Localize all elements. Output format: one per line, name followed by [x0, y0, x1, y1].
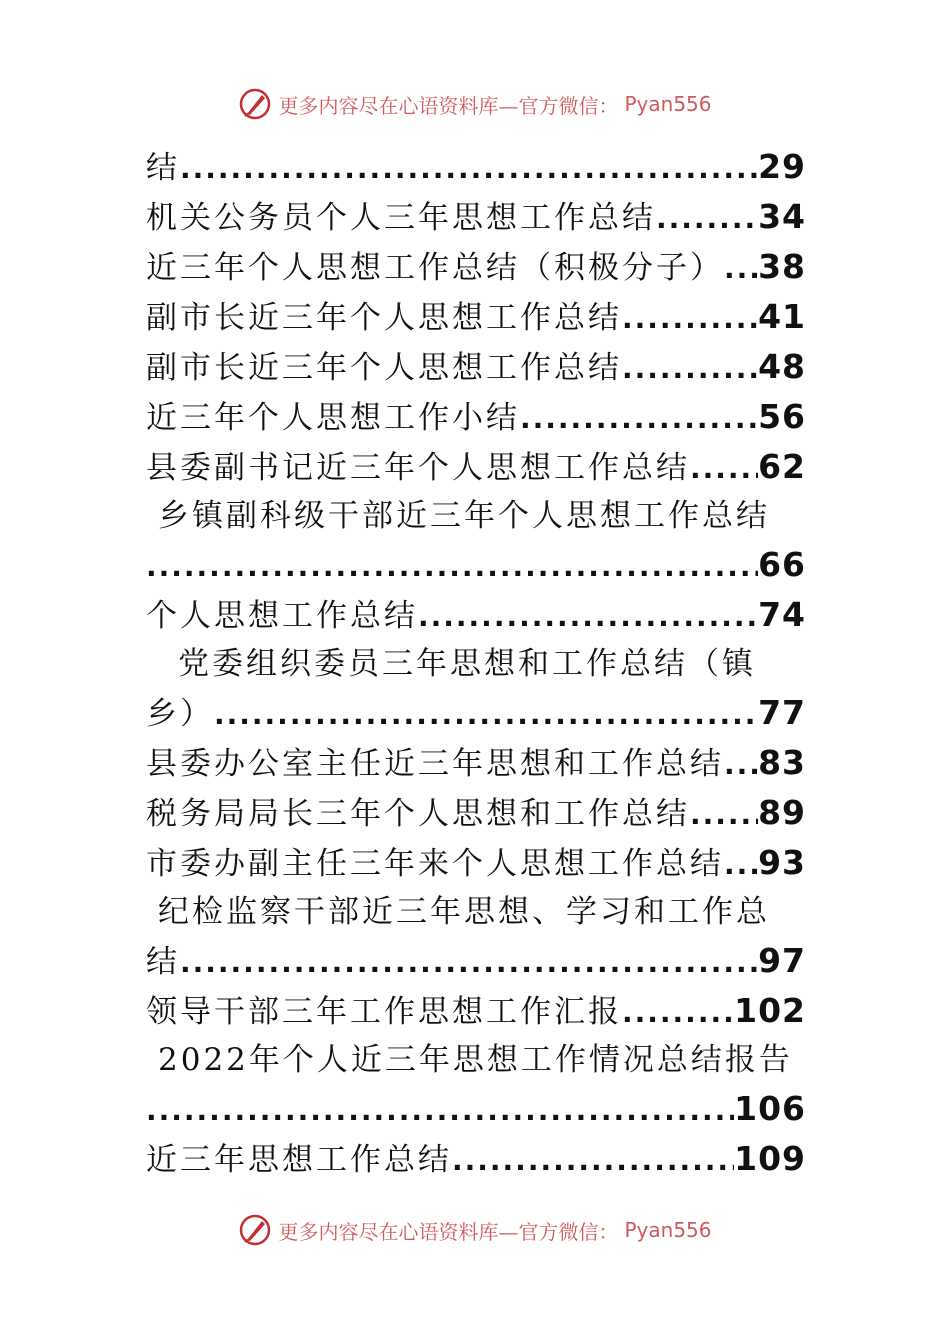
toc-page-number: 83 — [758, 743, 806, 782]
toc-entry[interactable] — [146, 192, 806, 242]
toc-page-number: 93 — [758, 843, 806, 882]
toc-entry[interactable] — [146, 838, 806, 888]
watermark-text: 更多内容尽在心语资料库—官方微信： — [278, 1219, 619, 1244]
toc-entry-title: 乡镇副科级干部近三年个人思想工作总结 — [158, 498, 770, 534]
toc-entry[interactable] — [146, 986, 806, 1036]
dot-leader — [724, 244, 758, 292]
watermark-wechat-id: Pyan556 — [624, 92, 712, 116]
dot-leader — [146, 542, 758, 590]
toc-entry-title: 副市长近三年个人思想工作总结 — [146, 350, 622, 386]
watermark-text: 更多内容尽在心语资料库—官方微信： — [278, 93, 619, 118]
toc-page-number: 109 — [734, 1139, 806, 1178]
dot-leader — [418, 592, 758, 640]
toc-page-number: 38 — [758, 247, 806, 286]
toc-entry-title: 机关公务员个人三年思想工作总结 — [146, 200, 656, 236]
dot-leader — [180, 144, 758, 192]
dot-leader — [622, 294, 758, 342]
toc-entry[interactable] — [146, 640, 806, 738]
toc-page-number: 74 — [758, 595, 806, 634]
toc-entry[interactable] — [146, 1134, 806, 1184]
toc-entry-title: 县委副书记近三年个人思想工作总结 — [146, 450, 690, 486]
toc-page-number: 89 — [758, 793, 806, 832]
toc-entry[interactable] — [146, 590, 806, 640]
toc-entry[interactable] — [146, 492, 806, 590]
toc-page-number: 62 — [758, 447, 806, 486]
toc-page-number: 66 — [758, 545, 806, 584]
toc-page-number: 97 — [758, 941, 806, 980]
toc-entry[interactable] — [146, 292, 806, 342]
toc-entry[interactable] — [146, 738, 806, 788]
toc-entry-title: 党委组织委员三年思想和工作总结（镇 — [178, 646, 756, 682]
watermark-wechat-id: Pyan556 — [624, 1218, 712, 1242]
toc-page-number: 34 — [758, 197, 806, 236]
dot-leader — [690, 790, 758, 838]
toc-entry[interactable] — [146, 788, 806, 838]
dot-leader — [724, 740, 758, 788]
toc-entry[interactable] — [146, 242, 806, 292]
toc-entry-title: 副市长近三年个人思想工作总结 — [146, 300, 622, 336]
toc-page-number: 41 — [758, 297, 806, 336]
dot-leader — [622, 344, 758, 392]
feather-pen-logo-icon — [238, 1213, 272, 1247]
toc-entry-title: 税务局局长三年个人思想和工作总结 — [146, 796, 690, 832]
toc-entry[interactable] — [146, 442, 806, 492]
toc-entry[interactable] — [146, 342, 806, 392]
toc-page-number: 29 — [758, 147, 806, 186]
toc-entry-title: 2022年个人近三年思想工作情况总结报告 — [158, 1042, 793, 1078]
toc-entry-title: 近三年个人思想工作小结 — [146, 400, 520, 436]
dot-leader — [622, 988, 734, 1036]
dot-leader — [724, 840, 758, 888]
dot-leader — [690, 444, 758, 492]
toc-entry[interactable] — [146, 1036, 806, 1134]
toc-entry-title-tail: 结 — [146, 944, 180, 980]
toc-page-number: 106 — [734, 1089, 806, 1128]
toc-entry-title: 县委办公室主任近三年思想和工作总结 — [146, 746, 724, 782]
feather-pen-logo-icon — [238, 87, 272, 121]
dot-leader — [520, 394, 758, 442]
dot-leader — [214, 690, 758, 738]
toc-page-number: 56 — [758, 397, 806, 436]
toc-entry[interactable] — [146, 392, 806, 442]
toc-page-number: 102 — [734, 991, 806, 1030]
watermark-header — [0, 84, 950, 124]
toc-entry[interactable] — [146, 142, 806, 192]
dot-leader — [452, 1136, 734, 1184]
toc-entry-title-tail: 乡） — [146, 696, 214, 732]
toc-page-number: 48 — [758, 347, 806, 386]
toc-entry-title: 领导干部三年工作思想工作汇报 — [146, 994, 622, 1030]
toc-entry-title: 近三年思想工作总结 — [146, 1142, 452, 1178]
toc-entry-title: 近三年个人思想工作总结（积极分子） — [146, 250, 724, 286]
toc-entry-title: 结 — [146, 150, 180, 186]
table-of-contents — [146, 142, 806, 1184]
dot-leader — [656, 194, 758, 242]
dot-leader — [146, 1086, 734, 1134]
toc-entry-title: 市委办副主任三年来个人思想工作总结 — [146, 846, 724, 882]
dot-leader — [180, 938, 758, 986]
toc-page-number: 77 — [758, 693, 806, 732]
toc-entry-title: 个人思想工作总结 — [146, 598, 418, 634]
toc-entry-title: 纪检监察干部近三年思想、学习和工作总 — [158, 894, 770, 930]
watermark-footer — [0, 1210, 950, 1250]
toc-entry[interactable] — [146, 888, 806, 986]
